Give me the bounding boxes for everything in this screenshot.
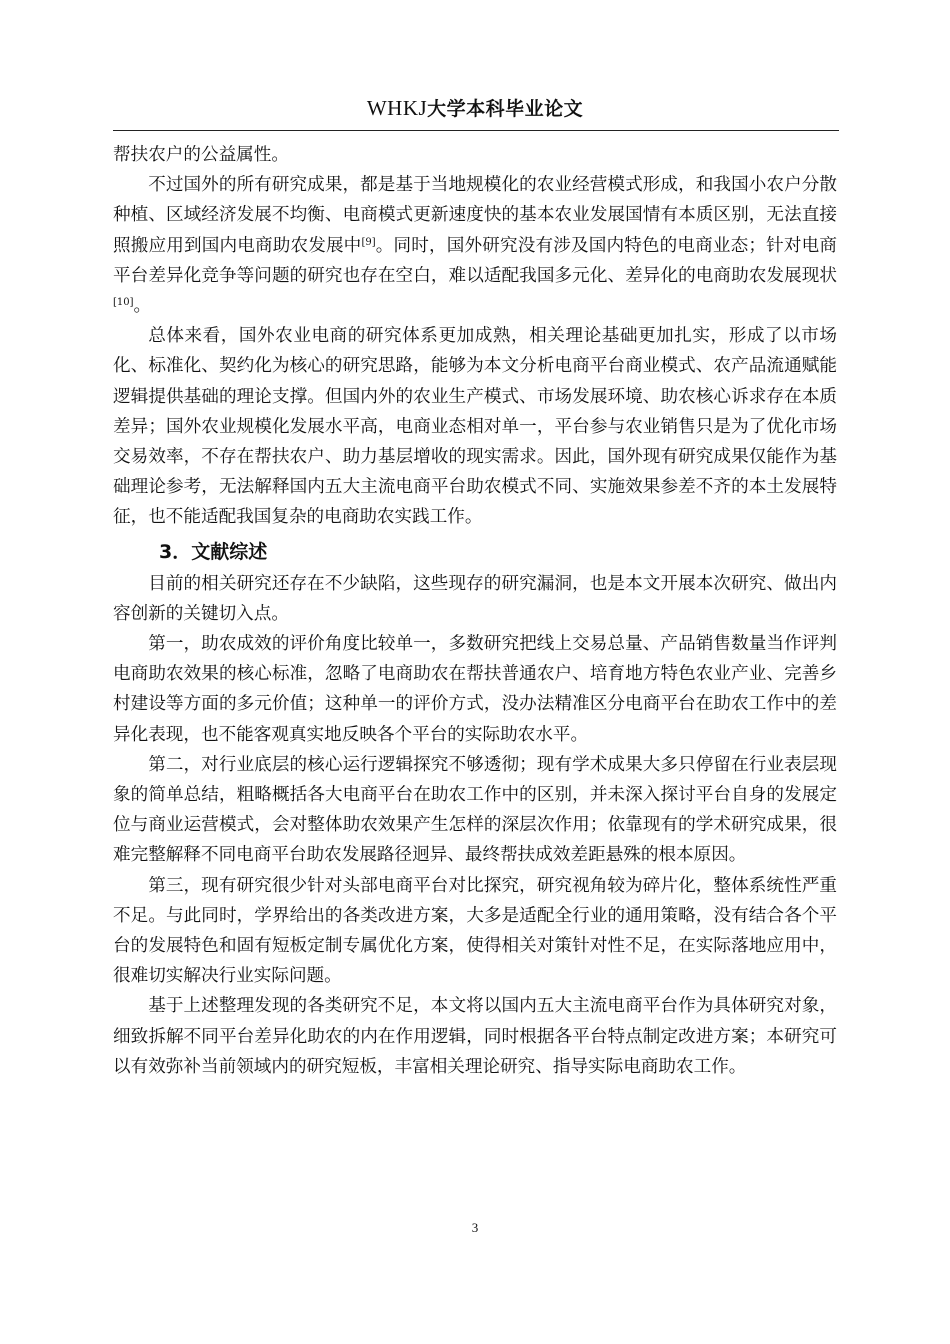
paragraph-first-point: 第一，助农成效的评价角度比较单一，多数研究把线上交易总量、产品销售数量当作评判电商助农效果的核心标准，忽略了电商助农在帮扶普通农户、培育地方特色农业产业、完善乡村建设等方面的多元价值；这种单一的评价方式，没办法精准区分电商平台在助农工作中的差异化表现，也不能客观真实地反映各个平台的实际助农水平。 <box>113 634 837 745</box>
paragraph-text: 不过国外的所有研究成果，都是基于当地规模化的农业经营模式形成，和我国小农户分散种植、区域经济发展不均衡、电商模式更新速度快的基本农业发展国情有本质区别，无法直接照搬应用到国内电商助农发展中 <box>113 175 837 256</box>
citation-ref: [9] <box>361 236 376 248</box>
page-number: 3 <box>471 1220 479 1235</box>
paragraph-third-point: 第三，现有研究很少针对头部电商平台对比探究，研究视角较为碎片化，整体系统性严重不足。与此同时，学界给出的各类改进方案，大多是适配全行业的通用策略，没有结合各个平台的发展特色和固有短板定制专属优化方案，使得相关对策针对性不足，在实际落地应用中，很难切实解决行业实际问题。 <box>113 875 837 987</box>
paragraph-summary: 总体来看，国外农业电商的研究体系更加成熟，相关理论基础更加扎实，形成了以市场化、标准化、契约化为核心的研究思路，能够为本文分析电商平台商业模式、农产品流通赋能逻辑提供基础的理论支撑。但国内外的农业生产模式、市场发展环境、助农核心诉求存在本质差异；国外农业规模化发展水平高，电商业态相对单一，平台参与农业销售只是为了优化市场交易效率，不存在帮扶农户、助力基层增收的现实需求。因此，国外现有研究成果仅能作为基础理论参考，无法解释国内五大主流电商平台助农模式不同、实施效果参差不齐的本土发展特征，也不能适配我国复杂的电商助农实践工作。 <box>113 326 837 528</box>
header-rule <box>113 130 839 131</box>
section-heading: 3．文献综述 <box>159 540 268 563</box>
paragraph-intro: 目前的相关研究还存在不少缺陷，这些现存的研究漏洞，也是本文开展本次研究、做出内容创新的关键切入点。 <box>113 573 837 624</box>
paragraph-text: 。同时，国外研究没有涉及国内特色的电商业态；针对电商平台差异化竞争等问题的研究也存在空白，难以适配我国多元化、差异化的电商助农发展现状 <box>113 235 837 286</box>
paragraph-second-point: 第二，对行业底层的核心运行逻辑探究不够透彻；现有学术成果大多只停留在行业表层现象的简单总结，粗略概括各大电商平台在助农工作中的区别，并未深入探讨平台自身的发展定位与商业运营模式，会对整体助农效果产生怎样的深层次作用；依靠现有的学术研究成果，很难完整解释不同电商平台助农发展路径迥异、最终帮扶成效差距悬殊的根本原因。 <box>113 754 837 866</box>
paragraph-continuation: 帮扶农户的公益属性。 <box>113 145 289 165</box>
header-title: 大学本科毕业论文 <box>427 98 584 120</box>
paragraph-conclusion: 基于上述整理发现的各类研究不足，本文将以国内五大主流电商平台作为具体研究对象，细致拆解不同平台差异化助农的内在作用逻辑，同时根据各平台特点制定改进方案；本研究可以有效弥补当前领域内的研究短板，丰富相关理论研究、指导实际电商助农工作。 <box>113 996 837 1077</box>
page-header <box>0 94 950 121</box>
header-school-code: WHKJ <box>366 96 428 120</box>
paragraph-foreign-research-limits <box>113 170 837 321</box>
paragraph-text: 。 <box>133 296 152 317</box>
body-text <box>113 140 837 1082</box>
citation-ref: [10] <box>113 297 134 309</box>
